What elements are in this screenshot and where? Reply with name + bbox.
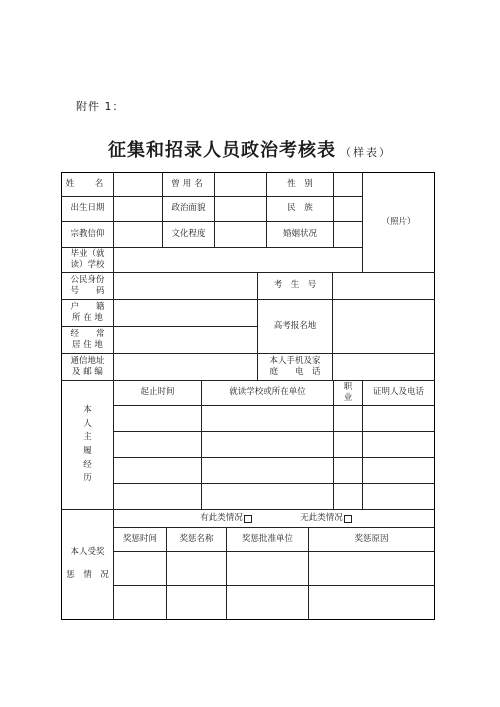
form-title-text: 征集和招录人员政治考核表 (108, 140, 336, 161)
label-mailing-address: 通信地址 及 邮 编 (70, 355, 105, 377)
option-no-awards-label: 无此类情况 (300, 512, 343, 523)
col-header-school-or-unit: 就读学校或所在单位 (229, 387, 306, 398)
label-residence: 经 常 居 住 地 (70, 328, 105, 350)
label-resume-section: 本 人 主 履 经 历 (83, 405, 92, 484)
label-former-name: 曾用名 (171, 178, 206, 189)
attachment-label: 附件 1： (76, 100, 125, 113)
photo-placeholder: （照片） (381, 216, 416, 227)
col-header-occupation: 职 业 (343, 381, 353, 403)
row-line (61, 272, 435, 273)
row-line (61, 353, 435, 354)
label-exam-registration-site: 高考报名地 (273, 320, 317, 331)
row-line (113, 405, 434, 406)
option-has-awards[interactable] (190, 510, 262, 527)
label-education: 文化程度 (171, 228, 206, 239)
col-line (332, 272, 333, 380)
row-line (61, 299, 435, 300)
col-header-period: 起止时间 (140, 387, 175, 398)
row-line (113, 431, 434, 432)
form-title-note: （样表） (340, 146, 392, 159)
col-header-award-reason: 奖惩原因 (354, 533, 389, 544)
checkbox-has-awards[interactable] (244, 515, 252, 523)
form-title (0, 136, 500, 162)
col-line (113, 380, 114, 619)
label-religion: 宗教信仰 (70, 228, 105, 239)
option-no-awards[interactable] (287, 510, 365, 527)
label-ethnicity: 民 族 (287, 203, 313, 214)
label-name: 姓 名 (65, 178, 110, 189)
label-gender: 性 别 (287, 178, 313, 189)
table-border-bottom (61, 619, 435, 620)
col-line (113, 172, 114, 380)
row-line (113, 585, 434, 586)
row-line (113, 483, 434, 484)
label-id-number: 公民身份 号 码 (70, 274, 105, 296)
col-header-award-time: 奖惩时间 (122, 533, 157, 544)
label-graduated-school: 毕业（就 读）学校 (70, 248, 105, 270)
option-has-awards-label: 有此类情况 (200, 512, 243, 523)
label-birth-date: 出生日期 (70, 203, 105, 214)
col-line (333, 172, 334, 247)
row-line (113, 457, 434, 458)
label-exam-number: 考 生 号 (273, 280, 317, 291)
col-line (214, 172, 215, 247)
label-hukou-location: 户 籍 所 在 地 (70, 301, 105, 323)
label-political-status: 政治面貌 (171, 203, 206, 214)
label-awards-section: 本人受奖 惩 情 况 (66, 547, 109, 581)
col-header-approving-unit: 奖惩批准单位 (241, 533, 293, 544)
table-border-right (434, 172, 435, 619)
row-line (113, 551, 434, 552)
label-marital-status: 婚姻状况 (282, 228, 317, 239)
label-phone: 本人手机及家 庭 电 话 (269, 355, 321, 377)
col-header-witness-phone: 证明人及电话 (372, 387, 424, 398)
col-header-award-name: 奖惩名称 (179, 533, 214, 544)
checkbox-no-awards[interactable] (344, 515, 352, 523)
